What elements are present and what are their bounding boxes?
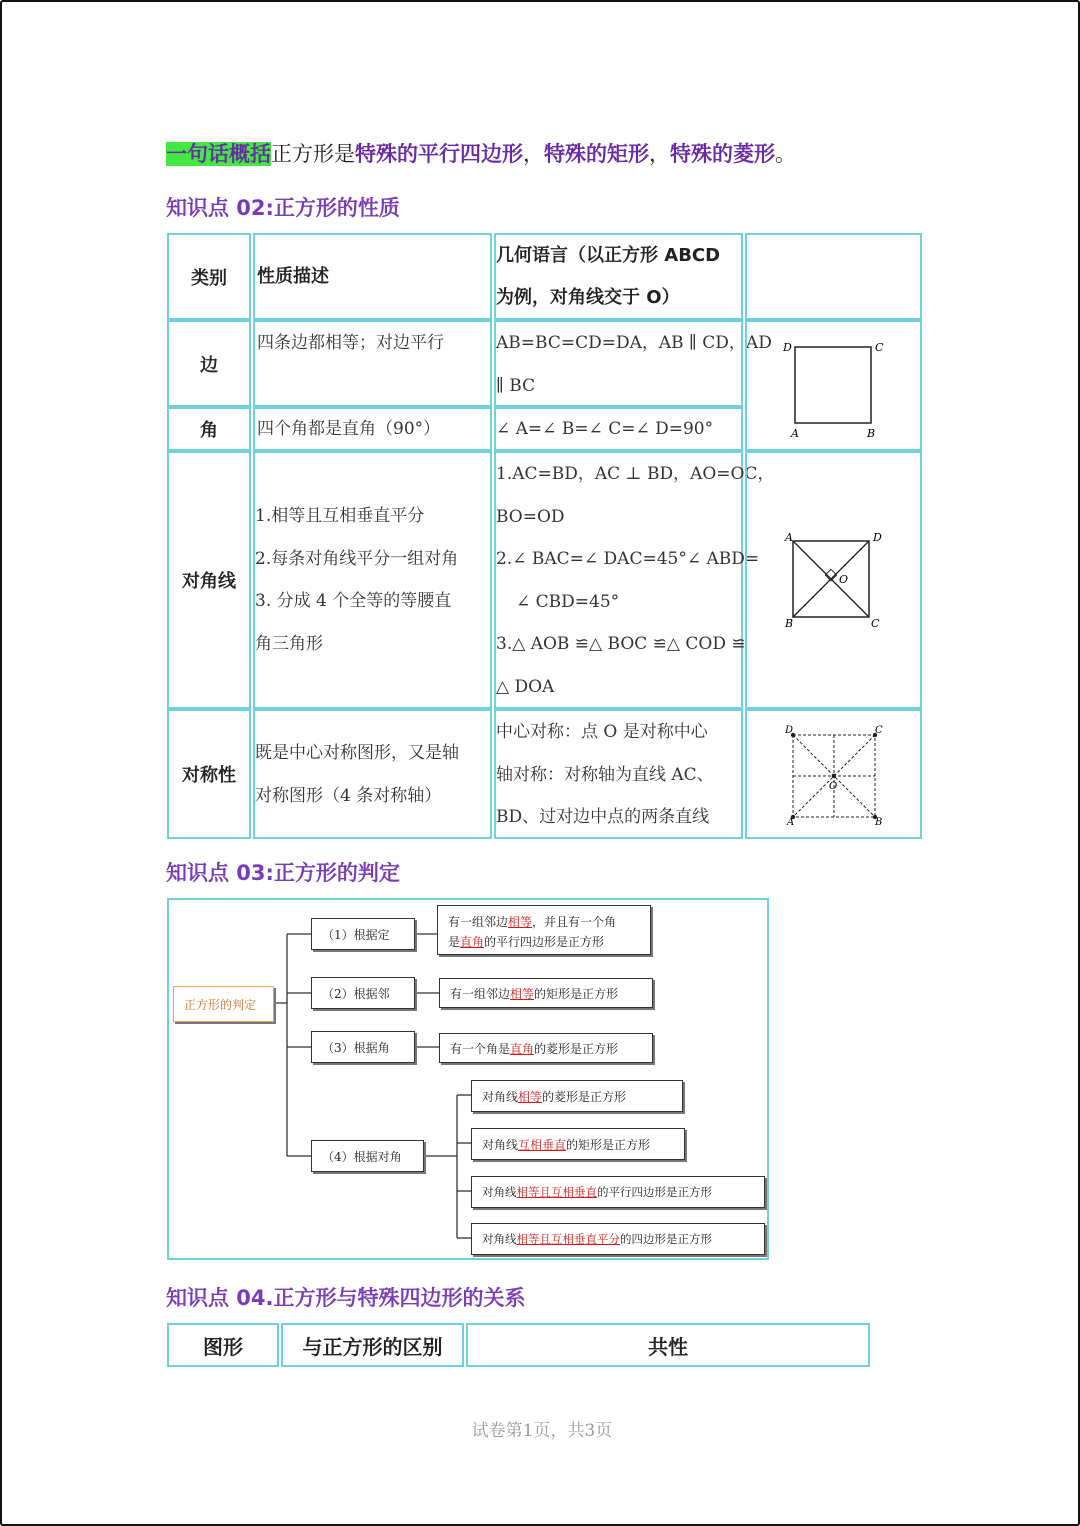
row-diagonal-description-3: 3. 分成 4 个全等的等腰直 bbox=[255, 591, 452, 611]
r5-text-b: 的矩形是正方形 bbox=[566, 1137, 651, 1152]
flow-result-adjacent bbox=[439, 978, 653, 1008]
row-diagonal-language-5: 3.△ AOB ≌△ BOC ≌△ COD ≌ bbox=[496, 634, 746, 654]
flow-result-diag-rhombus bbox=[471, 1080, 683, 1112]
summary-tag: 一句话概括 bbox=[166, 142, 271, 166]
flow-branch-definition-label: （1）根据定 bbox=[322, 927, 390, 942]
r6-red: 相等且互相垂直 bbox=[516, 1185, 597, 1199]
r3-text-b: 的菱形是正方形 bbox=[534, 1041, 619, 1056]
r2-red: 相等 bbox=[510, 986, 535, 1001]
diag-label-a: A bbox=[785, 531, 793, 544]
row-symmetry-category: 对称性 bbox=[182, 765, 236, 786]
row-diagonal-language-cell bbox=[494, 451, 775, 709]
row-symmetry-language-3: BD、过对边中点的两条直线 bbox=[496, 807, 710, 827]
summary-comma-1: ， bbox=[523, 142, 544, 166]
header-description: 性质描述 bbox=[257, 266, 329, 287]
row-angle-category: 角 bbox=[200, 420, 218, 441]
flow-root-box bbox=[173, 986, 274, 1022]
row-edge-language-line2: ∥ BC bbox=[496, 375, 536, 396]
r1-text-a: 有一组邻边 bbox=[448, 915, 509, 929]
r5-text-a: 对角线 bbox=[482, 1137, 519, 1152]
row-angle-category-cell bbox=[167, 407, 251, 451]
r1-text-b: ，并且有一个角 bbox=[532, 915, 617, 929]
r7-text-b: 的四边形是正方形 bbox=[620, 1232, 712, 1246]
flow-result-definition-line2 bbox=[448, 932, 650, 952]
r4-text-a: 对角线 bbox=[482, 1089, 519, 1104]
flow-branch-angle-label: （3）根据角 bbox=[322, 1040, 390, 1055]
summary-text-1: 正方形是 bbox=[271, 142, 355, 166]
row-symmetry-language-2: 轴对称：对称轴为直线 AC、 bbox=[496, 764, 714, 785]
row-diagonal-language-3: 2.∠ BAC=∠ DAC=45°∠ ABD= bbox=[496, 549, 760, 569]
flow-result-diag-quadrilateral bbox=[471, 1223, 765, 1255]
row-edge-category: 边 bbox=[200, 354, 218, 376]
row-symmetry-language bbox=[496, 711, 714, 839]
row-edge-category-cell bbox=[167, 320, 251, 407]
flow-result-diag-parallelogram bbox=[471, 1176, 765, 1208]
r3-text-a: 有一个角是 bbox=[450, 1041, 511, 1056]
r7-red: 相等且互相垂直平分 bbox=[516, 1232, 620, 1246]
sym-label-b: B bbox=[875, 817, 883, 828]
diag-label-o: O bbox=[839, 573, 849, 586]
summary-period: 。 bbox=[775, 142, 796, 166]
row-diagonal-description-cell bbox=[253, 451, 492, 709]
section-04-title: 知识点 04.正方形与特殊四边形的关系 bbox=[166, 1286, 526, 1310]
row-edge-description-cell bbox=[253, 320, 492, 407]
header-figure-cell bbox=[745, 233, 922, 320]
section-03-title: 知识点 03:正方形的判定 bbox=[166, 861, 400, 885]
relation-header-common: 共性 bbox=[648, 1334, 688, 1359]
summary-rectangle: 特殊的矩形 bbox=[544, 142, 649, 166]
criteria-flowchart bbox=[167, 898, 769, 1260]
relation-header-difference: 与正方形的区别 bbox=[302, 1334, 443, 1359]
r5-red: 互相垂直 bbox=[518, 1137, 567, 1152]
r1-red-1: 相等 bbox=[508, 915, 533, 929]
row-diagonal-language-2: BO=OD bbox=[496, 506, 565, 527]
row-edge-language bbox=[496, 322, 772, 407]
flow-branch-adjacent bbox=[311, 977, 415, 1009]
r1-text-d: 的平行四边形是正方形 bbox=[484, 935, 605, 949]
flow-root-label: 正方形的判定 bbox=[184, 997, 257, 1012]
row-symmetry-description-1: 既是中心对称图形，又是轴 bbox=[255, 743, 459, 763]
summary-comma-2: ， bbox=[649, 142, 670, 166]
label-c: C bbox=[875, 341, 884, 354]
row-edge-description: 四条边都相等；对边平行 bbox=[257, 333, 444, 353]
summary-rhombus: 特殊的菱形 bbox=[670, 142, 775, 166]
row-diagonal-language-4: ∠ CBD=45° bbox=[516, 591, 620, 612]
row-symmetry-description bbox=[255, 732, 459, 817]
relation-header-shape: 图形 bbox=[203, 1334, 243, 1359]
row-angle-language: ∠ A=∠ B=∠ C=∠ D=90° bbox=[496, 419, 714, 439]
figure-diagonal-cell bbox=[745, 451, 922, 709]
header-language bbox=[496, 235, 720, 319]
flow-branch-adjacent-label: （2）根据邻 bbox=[322, 986, 390, 1001]
header-description-cell bbox=[253, 233, 492, 320]
diag-label-b: B bbox=[785, 617, 794, 630]
label-d: D bbox=[783, 341, 792, 354]
row-symmetry-category-cell bbox=[167, 709, 251, 839]
row-diagonal-description-1: 1.相等且互相垂直平分 bbox=[255, 506, 425, 526]
header-language-cell bbox=[494, 233, 743, 320]
section-02-title: 知识点 02:正方形的性质 bbox=[166, 196, 400, 220]
r4-text-b: 的菱形是正方形 bbox=[542, 1089, 627, 1104]
r1-text-c: 是 bbox=[448, 935, 461, 949]
r1-red-2: 直角 bbox=[460, 935, 485, 949]
sym-label-c: C bbox=[875, 725, 883, 736]
header-language-line2: 为例，对角线交于 O） bbox=[496, 287, 680, 308]
relation-header-difference-cell bbox=[281, 1323, 464, 1367]
row-symmetry-language-1: 中心对称：点 O 是对称中心 bbox=[496, 722, 708, 742]
r2-text-b: 的矩形是正方形 bbox=[534, 986, 619, 1001]
diag-label-c: C bbox=[871, 617, 880, 630]
row-angle-description-cell bbox=[253, 407, 492, 451]
flow-branch-definition bbox=[311, 918, 415, 950]
r2-text-a: 有一组邻边 bbox=[450, 986, 511, 1001]
relation-header-common-cell bbox=[466, 1323, 870, 1367]
page-footer: 试卷第1页，共3页 bbox=[471, 1421, 613, 1441]
relation-header-shape-cell bbox=[167, 1323, 279, 1367]
row-angle-language-cell bbox=[494, 407, 743, 451]
row-diagonal-language-6: △ DOA bbox=[496, 676, 555, 697]
sym-label-o: O bbox=[829, 781, 838, 792]
flow-branch-angle bbox=[311, 1031, 415, 1063]
row-symmetry-description-cell bbox=[253, 709, 492, 839]
row-symmetry-language-cell bbox=[494, 709, 743, 839]
symmetry-figure bbox=[747, 711, 920, 837]
label-a: A bbox=[791, 427, 799, 440]
flow-branch-diagonal bbox=[311, 1140, 424, 1172]
r4-red: 相等 bbox=[518, 1089, 543, 1104]
flow-result-diag-rectangle bbox=[471, 1128, 685, 1160]
header-language-line1: 几何语言（以正方形 ABCD bbox=[496, 245, 721, 266]
square-figure bbox=[747, 322, 920, 449]
flow-branch-diagonal-label: （4）根据对角 bbox=[322, 1149, 402, 1164]
row-angle-description: 四个角都是直角（90°） bbox=[257, 419, 441, 439]
row-diagonal-category: 对角线 bbox=[182, 571, 236, 592]
diagonal-figure bbox=[747, 453, 920, 707]
diag-label-d: D bbox=[873, 531, 882, 544]
row-symmetry-description-2: 对称图形（4 条对称轴） bbox=[255, 785, 442, 806]
row-diagonal-language bbox=[496, 453, 774, 708]
figure-symmetry-cell bbox=[745, 709, 922, 839]
row-diagonal-description bbox=[255, 495, 458, 665]
r6-text-b: 的平行四边形是正方形 bbox=[597, 1185, 712, 1199]
sym-label-a: A bbox=[787, 817, 795, 828]
label-b: B bbox=[867, 427, 876, 440]
header-category-cell bbox=[167, 233, 251, 320]
row-diagonal-language-1: 1.AC=BD，AC ⊥ BD，AO=OC， bbox=[496, 464, 775, 484]
sym-label-d: D bbox=[785, 725, 794, 736]
r7-text-a: 对角线 bbox=[482, 1232, 517, 1246]
row-diagonal-description-2: 2.每条对角线平分一组对角 bbox=[255, 548, 459, 569]
summary-parallelogram: 特殊的平行四边形 bbox=[355, 142, 523, 166]
header-category: 类别 bbox=[191, 267, 227, 289]
flow-result-definition bbox=[437, 905, 651, 955]
figure-square-cell bbox=[745, 320, 922, 451]
flow-result-definition-line1 bbox=[448, 912, 650, 932]
row-diagonal-description-4: 角三角形 bbox=[255, 633, 323, 654]
row-diagonal-category-cell bbox=[167, 451, 251, 709]
r3-red: 直角 bbox=[510, 1041, 535, 1056]
row-edge-language-cell bbox=[494, 320, 772, 407]
flow-result-angle bbox=[439, 1033, 653, 1063]
summary-line bbox=[166, 138, 796, 168]
r6-text-a: 对角线 bbox=[482, 1185, 517, 1199]
row-edge-language-line1: AB=BC=CD=DA，AB ∥ CD，AD bbox=[496, 333, 772, 353]
